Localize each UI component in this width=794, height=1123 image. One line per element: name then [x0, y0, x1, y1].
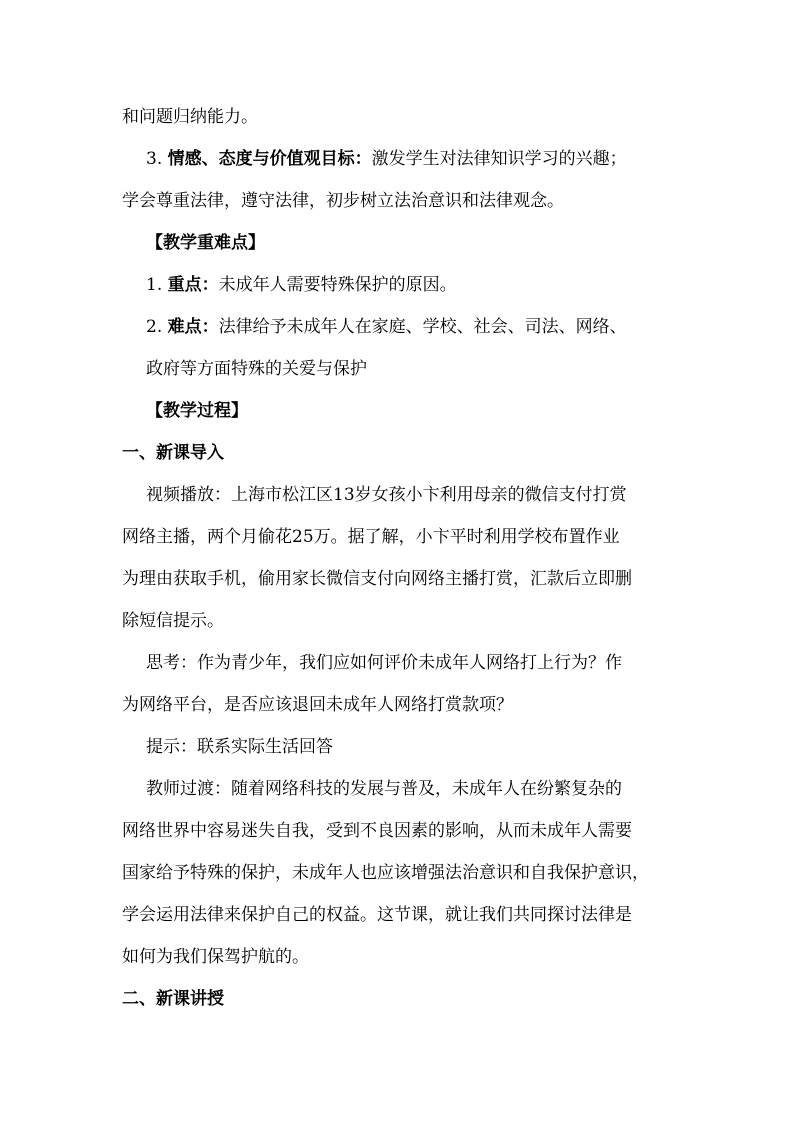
- section-heading-key-points: 【教学重难点】: [146, 233, 265, 253]
- text-line: 网络世界中容易迷失自我，受到不良因素的影响，从而未成年人需要: [122, 821, 632, 841]
- key-point-label: 重点：: [167, 275, 219, 295]
- section-heading-lecture: 二、新课讲授: [122, 989, 224, 1009]
- objective-3-line: [146, 148, 627, 170]
- text-line: 国家给予特殊的保护，未成年人也应该增强法治意识和自我保护意识，: [122, 863, 649, 883]
- key-point-text: 未成年人需要特殊保护的原因。: [218, 275, 457, 295]
- text-line: 政府等方面特殊的关爱与保护: [146, 359, 367, 379]
- text-line: 学会尊重法律，遵守法律，初步树立法治意识和法律观念。: [122, 191, 564, 211]
- text-line: 视频播放：上海市松江区13岁女孩小卞利用母亲的微信支付打赏: [146, 485, 627, 505]
- difficult-point-label: 难点：: [167, 317, 219, 337]
- section-heading-process: 【教学过程】: [146, 401, 248, 421]
- text-line: 网络主播，两个月偷花25万。据了解，小卞平时利用学校布置作业: [122, 527, 620, 547]
- text-line: 为网络平台，是否应该退回未成年人网络打赏款项？: [122, 695, 513, 715]
- text-line: 除短信提示。: [122, 611, 224, 631]
- text-line: 和问题归纳能力。: [122, 107, 258, 127]
- objective-heading: 情感、态度与价值观目标：: [167, 149, 372, 169]
- difficult-point-text: 法律给予未成年人在家庭、学校、社会、司法、网络、: [218, 317, 627, 337]
- list-number: 2.: [146, 317, 163, 337]
- text-line: 思考：作为青少年，我们应如何评价未成年人网络打上行为？作: [146, 653, 622, 673]
- text-line: 为理由获取手机，偷用家长微信支付向网络主播打赏，汇款后立即删: [122, 569, 632, 589]
- difficult-point-line: [146, 316, 627, 338]
- list-number: 1.: [146, 275, 163, 295]
- key-point-line: [146, 274, 457, 296]
- objective-text: 激发学生对法律知识学习的兴趣；: [371, 149, 627, 169]
- text-line: 教师过渡：随着网络科技的发展与普及，未成年人在纷繁复杂的: [146, 779, 622, 799]
- list-number: 3.: [146, 149, 163, 169]
- text-line: 提示：联系实际生活回答: [146, 737, 333, 757]
- text-line: 如何为我们保驾护航的。: [122, 947, 309, 967]
- text-line: 学会运用法律来保护自己的权益。这节课，就让我们共同探讨法律是: [122, 905, 632, 925]
- section-heading-intro: 一、新课导入: [122, 443, 224, 463]
